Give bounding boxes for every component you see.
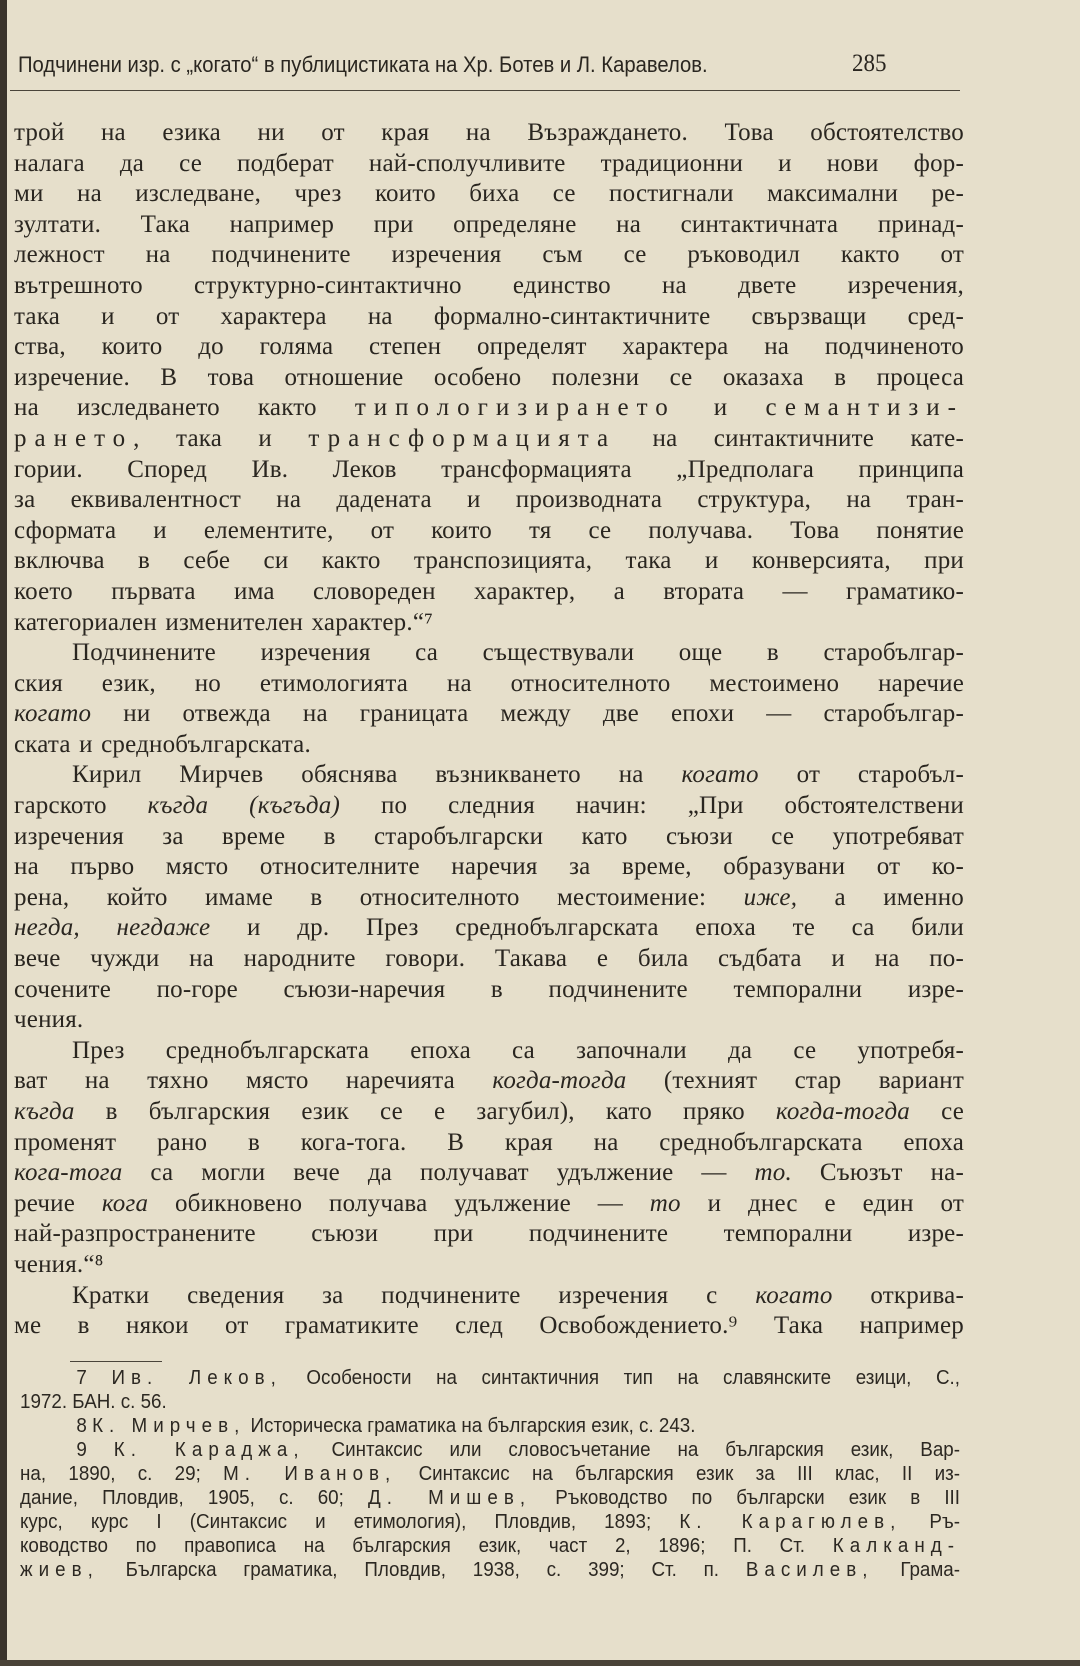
text-segment: Синтаксис или словосъчетание на българския език, Вар-	[304, 1439, 960, 1461]
text-segment: 8	[76, 1415, 93, 1437]
text-line	[14, 179, 964, 210]
text-segment: така и от характера на формално-синтактичните свързващи сред-	[14, 302, 964, 330]
text-line	[14, 669, 964, 700]
text-segment: ства, които до голяма степен определят характера на подчиненото	[14, 333, 964, 361]
text-segment: 7	[76, 1367, 112, 1389]
spaced-term: рането	[14, 424, 134, 452]
text-line	[14, 608, 964, 639]
text-segment: вътрешното структурно-синтактично единство на двете изречения,	[14, 271, 964, 299]
text-segment: 9	[76, 1439, 114, 1461]
text-segment: Кратки сведения за подчинените изречения с	[72, 1281, 756, 1309]
italic-term: негда, негдаже	[14, 914, 211, 942]
text-line	[14, 149, 964, 180]
text-segment: и днес е един от	[680, 1189, 964, 1217]
text-line	[14, 638, 964, 669]
text-line	[14, 240, 964, 271]
text-segment: Историческа граматика на българския език, с. 243.	[245, 1415, 696, 1437]
text-line	[14, 1189, 964, 1220]
text-segment: са могли вече да получават удължение —	[122, 1159, 755, 1187]
text-line	[14, 516, 964, 547]
text-segment: Българска граматика, Пловдив, 1938, с. 399; Ст. п.	[98, 1559, 746, 1581]
spaced-term: Василев,	[745, 1559, 874, 1581]
text-segment: (техният стар вариант	[626, 1067, 964, 1095]
text-segment: на изследването както	[14, 394, 355, 422]
text-line	[14, 699, 964, 730]
italic-term: то.	[754, 1159, 792, 1187]
spaced-term: жиев,	[20, 1559, 99, 1581]
text-line	[14, 760, 964, 791]
text-segment: Ръководство по български език в III	[531, 1487, 960, 1509]
text-segment: на, 1890, с. 29;	[20, 1463, 224, 1485]
text-segment: През среднобългарската епоха са започнали да се употребя-	[72, 1036, 964, 1064]
text-segment: а именно	[797, 883, 964, 911]
italic-term: кога-тога	[14, 1159, 123, 1187]
text-segment: гарското	[14, 792, 148, 820]
text-segment: Кирил Мирчев обяснява възникването на	[72, 761, 682, 789]
spaced-term: К. Мирчев,	[92, 1415, 246, 1437]
text-segment: от старобъл-	[758, 761, 964, 789]
footnote-line	[20, 1366, 960, 1390]
text-line	[14, 730, 964, 761]
text-line	[14, 883, 964, 914]
italic-term: къгда (къгъда)	[147, 792, 340, 820]
spaced-term: Д. Мишев,	[367, 1487, 532, 1509]
text-segment: за еквивалентност на дадената и производната структура, на тран-	[14, 486, 964, 514]
text-segment: лежност на подчинените изречения съм се ръководил както от	[14, 241, 964, 269]
text-segment: Подчинените изречения са съществували още в старобългар-	[72, 639, 964, 667]
body-text	[14, 118, 964, 1342]
footnote-line	[20, 1534, 960, 1558]
spaced-term: М. Иванов,	[223, 1463, 397, 1485]
page-number: 285	[851, 50, 887, 77]
text-line	[14, 546, 964, 577]
text-segment: ват на тяхно място наречията	[14, 1067, 493, 1095]
text-segment: гории. Според Ив. Леков трансформацията „Предполага принципа	[14, 455, 964, 483]
text-segment: по следния начин: „При обстоятелствени	[339, 792, 964, 820]
spaced-term: семантизи-	[765, 394, 964, 422]
text-segment: курс, курс I (Синтаксис и етимология), Пловдив, 1893;	[20, 1511, 680, 1533]
italic-term: когато	[755, 1281, 833, 1309]
text-segment: ския език, но етимологията на относителното местоимено наречие	[14, 669, 964, 697]
spaced-term: К. Караджа,	[113, 1439, 305, 1461]
text-segment: Грама-	[873, 1559, 960, 1581]
text-line	[14, 1128, 964, 1159]
italic-term: кога	[101, 1189, 149, 1217]
italic-term: когато	[681, 761, 759, 789]
footnote-line	[20, 1390, 960, 1414]
text-segment: Синтаксис на българския език за III клас, II из-	[396, 1463, 960, 1485]
text-line	[14, 913, 964, 944]
text-segment: категориален изменителен характер.“⁷	[14, 608, 434, 636]
text-line	[14, 577, 964, 608]
text-segment: Особености на синтактичния тип на славянските езици, С.,	[281, 1367, 960, 1389]
italic-term: когда-тогда	[775, 1098, 910, 1125]
footnotes	[20, 1366, 960, 1582]
text-segment: ската и среднобългарската.	[14, 730, 311, 758]
footnote-line	[20, 1558, 960, 1582]
text-line	[14, 1066, 964, 1097]
text-segment: речие	[14, 1189, 102, 1217]
text-segment: дание, Пловдив, 1905, с. 60;	[20, 1487, 368, 1509]
footnote-line	[20, 1438, 960, 1462]
text-segment: обикновено получава удължение —	[148, 1189, 650, 1217]
spaced-term: трансформацията	[308, 424, 617, 452]
text-segment: на синтактичните кате-	[616, 424, 964, 452]
italic-term: то	[649, 1189, 681, 1217]
italic-term: когато	[14, 700, 92, 728]
text-line	[14, 791, 964, 822]
spaced-term: Калканд-	[832, 1535, 960, 1557]
text-segment: изречение. В това отношение особено полезни се оказаха в процеса	[14, 363, 964, 391]
text-segment: сочените по-горе съюзи-наречия в подчинените темпорални изре-	[14, 975, 964, 1003]
text-line	[14, 822, 964, 853]
scan-bottom-edge	[0, 1660, 1080, 1666]
text-segment: променят рано в кога-тога. В края на среднобългарската епоха	[14, 1128, 964, 1156]
scan-binding-edge	[0, 0, 7, 1666]
text-line	[14, 271, 964, 302]
spaced-term: Ив. Леков,	[111, 1367, 282, 1389]
text-segment: и	[675, 394, 766, 422]
text-segment: , така и	[133, 424, 309, 452]
text-segment: което първата има словореден характер, а втората — граматико-	[14, 577, 964, 605]
text-line	[14, 1219, 964, 1250]
text-segment: чения.	[14, 1006, 84, 1034]
text-line	[14, 1036, 964, 1067]
text-line	[14, 1250, 964, 1281]
text-segment: 1972. БАН. с. 56.	[20, 1391, 167, 1413]
text-segment: Съюзът на-	[791, 1159, 964, 1187]
running-header	[18, 44, 886, 78]
text-line	[14, 1311, 964, 1342]
text-segment: най-разпространените съюзи при подчинените темпорални изре-	[14, 1220, 964, 1248]
text-segment: трой на езика ни от края на Възраждането. Това обстоятелство	[14, 119, 964, 146]
text-line	[14, 944, 964, 975]
spaced-term: К. Карагюлев,	[679, 1511, 902, 1533]
text-line	[14, 852, 964, 883]
text-line	[14, 1158, 964, 1189]
text-segment: включва в себе си както транспозицията, така и конверсията, при	[14, 547, 964, 575]
text-segment: вече чужди на народните говори. Такава е била съдбата и на по-	[14, 945, 964, 973]
spaced-term: типологизирането	[354, 394, 676, 422]
running-header-title: Подчинени изр. с „когато“ в публицистиката на Хр. Ботев и Л. Каравелов.	[18, 52, 708, 77]
text-segment: ми на изследване, чрез които биха се постигнали максимални ре-	[14, 180, 964, 208]
text-segment: сформата и елементите, от които тя се получава. Това понятие	[14, 516, 964, 544]
text-segment: на първо място относителните наречия за време, образувани от ко-	[14, 853, 964, 881]
footnote-line	[20, 1414, 960, 1438]
text-segment: и др. През среднобългарската епоха те са били	[210, 914, 964, 942]
text-line	[14, 455, 964, 486]
text-segment: чения.“⁸	[14, 1250, 104, 1278]
text-line	[14, 1005, 964, 1036]
text-segment: изречения за време в старобългарски като съюзи се употребяват	[14, 822, 964, 850]
footnote-line	[20, 1510, 960, 1534]
text-segment: ководство по правописа на българския език, част 2, 1896; П. Ст.	[20, 1535, 833, 1557]
text-line	[14, 332, 964, 363]
footnote-line	[20, 1462, 960, 1486]
text-line	[14, 210, 964, 241]
italic-term: когда-тогда	[492, 1067, 627, 1095]
footnote-line	[20, 1486, 960, 1510]
text-line	[14, 363, 964, 394]
text-line	[14, 1281, 964, 1312]
text-segment: ме в някои от граматиките след Освобождението.⁹ Така например	[14, 1312, 964, 1340]
text-line	[14, 118, 964, 149]
text-segment: в българския език се е загубил), като пряко	[74, 1098, 776, 1125]
text-segment: открива-	[832, 1281, 964, 1309]
text-segment: рена, който имаме в относителното местоимение:	[14, 883, 744, 911]
text-line	[14, 975, 964, 1006]
footnote-rule	[70, 1361, 162, 1362]
header-rule	[10, 90, 960, 91]
text-segment: Ръ-	[901, 1511, 960, 1533]
text-line	[14, 424, 964, 455]
text-line	[14, 393, 964, 424]
text-segment: се	[910, 1098, 964, 1125]
text-segment: зултати. Така например при определяне на синтактичната принад-	[14, 210, 964, 238]
text-segment: ни отвежда на границата между две епохи — старобългар-	[91, 700, 964, 728]
text-line	[14, 302, 964, 333]
italic-term: иже,	[743, 883, 798, 911]
italic-term: къгда	[14, 1098, 75, 1125]
text-line	[14, 485, 964, 516]
text-segment: налага да се подберат най-сполучливите традиционни и нови фор-	[14, 149, 964, 177]
text-line	[14, 1097, 964, 1128]
